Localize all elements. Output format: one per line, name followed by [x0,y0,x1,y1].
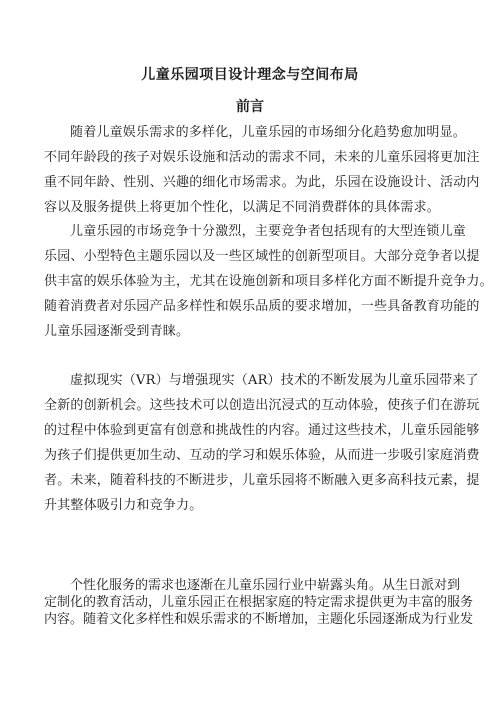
paragraph-line: 定制化的教育活动，儿童乐园正在根据家庭的特定需求提供更为丰富的服务 [44,595,474,610]
paragraph-1 [44,120,480,220]
section-heading: 前言 [236,99,264,115]
paragraph-line: 内容。随着文化多样性和娱乐需求的不断增加，主题化乐园逐渐成为行业发 [44,612,474,627]
paragraph-line: 全新的创新机会。这些技术可以创造出沉浸式的互动体验，使孩子们在游玩 [44,398,480,413]
paragraph-line: 乐园、小型特色主题乐园以及一些区域性的创新型项目。大部分竞争者以提 [44,249,480,264]
paragraph-line: 儿童乐园的市场竞争十分激烈，主要竞争者包括现有的大型连锁儿童 [70,224,467,239]
paragraph-line: 不同年龄段的孩子对娱乐设施和活动的需求不同，未来的儿童乐园将更加注 [44,150,480,165]
paragraph-line: 供丰富的娱乐体验为主，尤其在设施创新和项目多样化方面不断提升竞争力。 [44,274,493,289]
paragraph-line: 儿童乐园逐渐受到青睐。 [44,324,190,339]
document-title: 儿童乐园项目设计理念与空间布局 [141,67,359,83]
paragraph-line: 随着消费者对乐园产品多样性和娱乐品质的要求增加，一些具备教育功能的 [44,299,480,314]
paragraph-3 [44,368,480,518]
paragraph-2 [44,219,493,344]
paragraph-line: 虚拟现实（VR）与增强现实（AR）技术的不断发展为儿童乐园带来了 [70,373,479,388]
paragraph-line: 的过程中体验到更富有创意和挑战性的内容。通过这些技术，儿童乐园能够 [44,423,480,438]
paragraph-line: 为孩子们提供更加生动、互动的学习和娱乐体验，从而进一步吸引家庭消费 [44,448,480,463]
paragraph-4 [44,577,474,628]
paragraph-line: 个性化服务的需求也逐渐在儿童乐园行业中崭露头角。从生日派对到 [70,578,461,593]
paragraph-line: 容以及服务提供上将更加个性化，以满足不同消费群体的具体需求。 [44,200,441,215]
paragraph-line: 者。未来，随着科技的不断进步，儿童乐园将不断融入更多高科技元素，提 [44,473,480,488]
paragraph-line: 重不同年龄、性别、兴趣的细化市场需求。为此，乐园在设施设计、活动内 [44,175,480,190]
paragraph-line: 随着儿童娱乐需求的多样化，儿童乐园的市场细分化趋势愈加明显。 [70,125,467,140]
paragraph-line: 升其整体吸引力和竞争力。 [44,498,203,513]
